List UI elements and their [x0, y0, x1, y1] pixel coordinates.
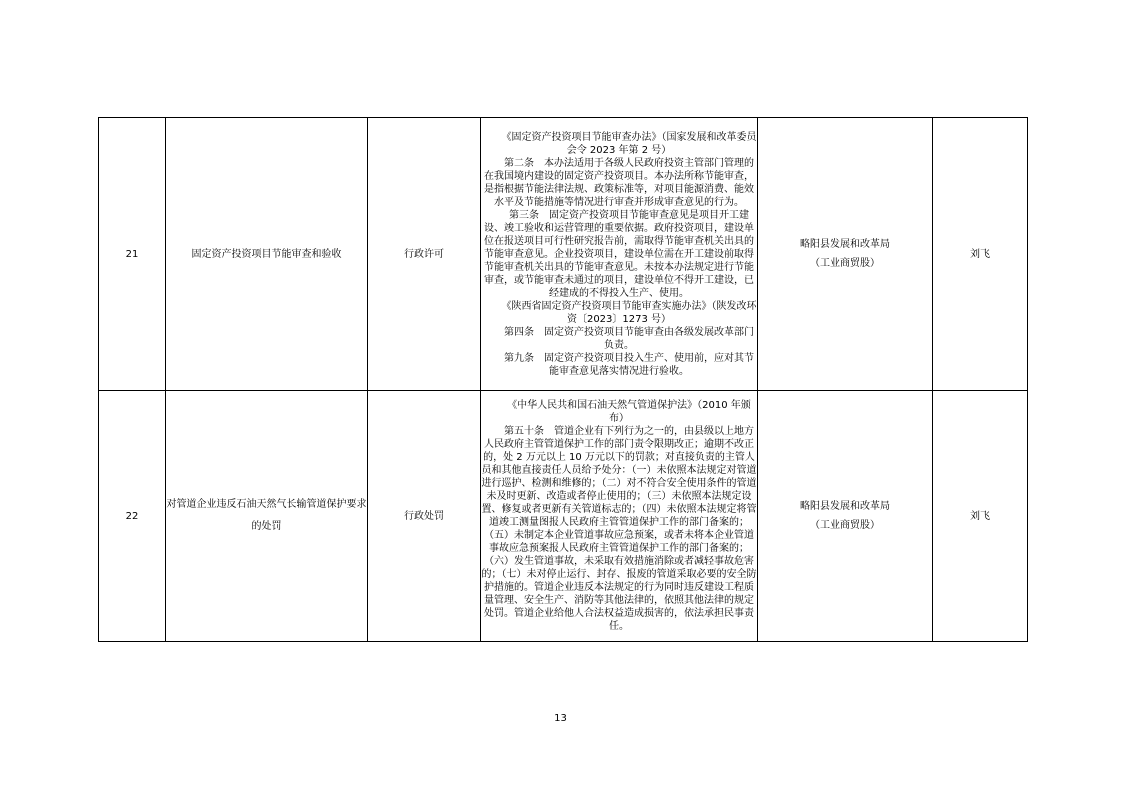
department-section: （工业商贸股） — [810, 520, 880, 531]
legal-basis-cell — [481, 118, 758, 391]
basis-paragraph: 第二条 本办法适用于各级人民政府投资主管部门管理的在我国境内建设的固定资产投资项目。本办法所称节能审查，是指根据节能法律法规、政策标准等，对项目能源消费、能效水平及节能措施等情况进行审查并形成审查意见的行为。 — [484, 157, 754, 208]
department-cell — [758, 391, 933, 642]
responsible-person-cell: 刘飞 — [933, 118, 1028, 391]
matter-name-cell: 固定资产投资项目节能审查和验收 — [166, 118, 368, 391]
department-name: 略阳县发展和改革局 — [800, 239, 890, 250]
department-cell — [758, 118, 933, 391]
matters-table — [98, 117, 1028, 642]
table-row — [99, 391, 1028, 642]
matter-name-cell: 对管道企业违反石油天然气长输管道保护要求的处罚 — [166, 391, 368, 642]
basis-paragraph: 第三条 固定资产投资项目节能审查意见是项目开工建设、竣工验收和运营管理的重要依据。政府投资项目，建设单位在报送项目可行性研究报告前，需取得节能审查机关出具的节能审查意见。企业投资项目，建设单位需在开工建设前取得节能审查机关出具的节能审查意见。未按本办法规定进行节能审查，或节能审查未通过的项目，建设单位不得开工建设，已经建成的不得投入生产、使用。 — [484, 209, 754, 299]
basis-paragraph: 《陕西省固定资产投资项目节能审查实施办法》（陕发改环资〔2023〕1273 号） — [501, 300, 757, 325]
basis-paragraph: 《中华人民共和国石油天然气管道保护法》（2010 年颁布） — [507, 400, 751, 424]
row-number-cell: 21 — [99, 118, 166, 391]
row-number-cell: 22 — [99, 391, 166, 642]
department-section: （工业商贸股） — [810, 258, 880, 269]
department-name: 略阳县发展和改革局 — [800, 501, 890, 512]
matter-type-cell: 行政处罚 — [368, 391, 481, 642]
basis-paragraph: 《固定资产投资项目节能审查办法》（国家发展和改革委员会令 2023 年第 2 号） — [501, 131, 757, 156]
basis-paragraph: 第四条 固定资产投资项目节能审查由各级发展改革部门负责。 — [504, 326, 754, 351]
page-number: 13 — [554, 713, 567, 724]
basis-paragraph: 第九条 固定资产投资项目投入生产、使用前，应对其节能审查意见落实情况进行验收。 — [504, 352, 754, 377]
basis-paragraph: 第五十条 管道企业有下列行为之一的，由县级以上地方人民政府主管管道保护工作的部门责令限期改正；逾期不改正的，处 2 万元以上 10 万元以下的罚款；对直接负责的主管人员和其他直接责任人员给予处分：（一）未依照本法规定对管道进行巡护、检测和维修的；（二）对不符合安全使用条件的管道未及时更新、改造或者停止使用的；（三）未依照本法规定设置、修复或者更新有关管道标志的；（四）未依照本法规定将管道竣工测量图报人民政府主管管道保护工作的部门备案的；（五）未制定本企业管道事故应急预案，或者未将本企业管道事故应急预案报人民政府主管管道保护工作的部门备案的；（六）发生管道事故，未采取有效措施消除或者减轻事故危害的；（七）未对停止运行、封存、报废的管道采取必要的安全防护措施的。管道企业违反本法规定的行为同时违反建设工程质量管理、安全生产、消防等其他法律的，依照其他法律的规定处罚。管道企业给他人合法权益造成损害的，依法承担民事责任。 — [481, 426, 757, 632]
legal-basis-cell — [481, 391, 758, 642]
table-row — [99, 118, 1028, 391]
matter-type-cell: 行政许可 — [368, 118, 481, 391]
responsible-person-cell: 刘飞 — [933, 391, 1028, 642]
